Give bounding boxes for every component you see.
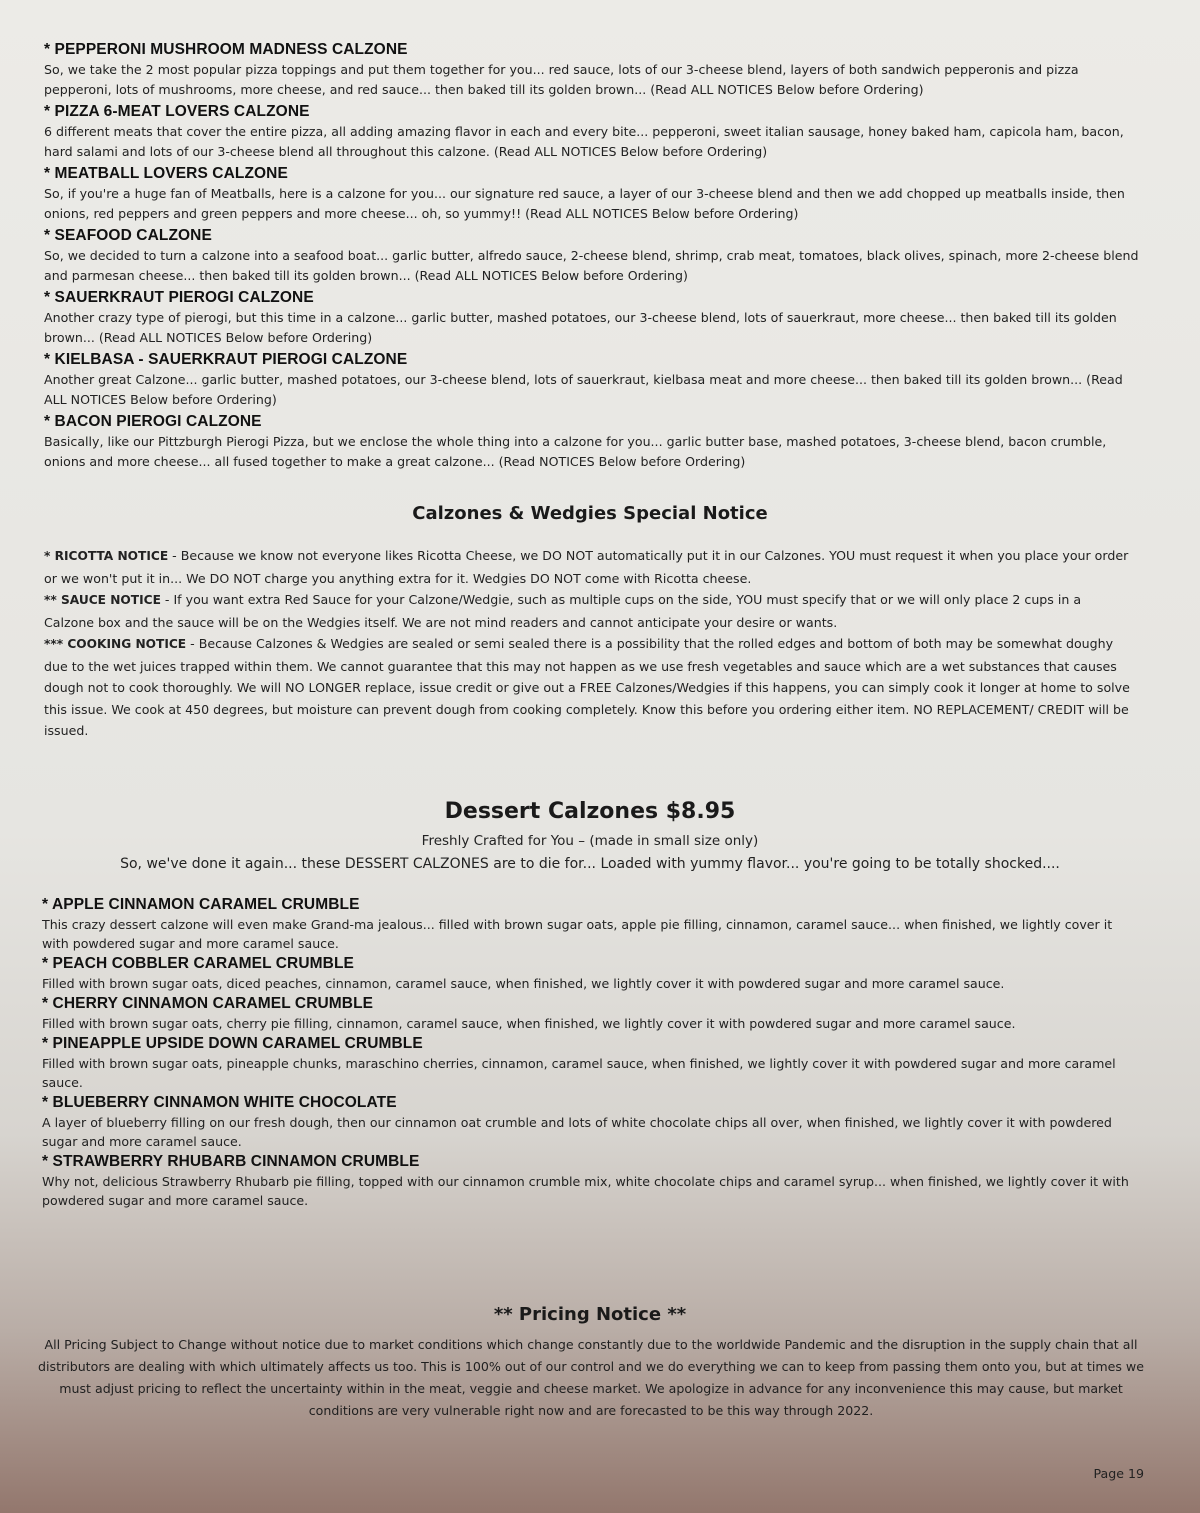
item-title: * BACON PIEROGI CALZONE <box>44 413 262 430</box>
item-title: * SEAFOOD CALZONE <box>44 227 212 244</box>
item-description: This crazy dessert calzone will even make Grand-ma jealous... filled with brown sugar oats, apple pie filling, cinnamon, caramel sauce... when finished, we lightly cover it with powdered sugar and more caramel sauce. <box>42 917 1113 951</box>
item-title: * PINEAPPLE UPSIDE DOWN CARAMEL CRUMBLE <box>42 1035 423 1052</box>
item-title: * APPLE CINNAMON CARAMEL CRUMBLE <box>42 896 360 913</box>
dessert-list <box>42 895 1142 1210</box>
item-description: Filled with brown sugar oats, pineapple chunks, maraschino cherries, cinnamon, caramel sauce, when finished, we lightly cover it with powdered sugar and more caramel sauce. <box>42 1056 1116 1090</box>
ricotta-notice-label: * RICOTTA NOTICE <box>44 549 169 563</box>
dessert-heading: Dessert Calzones $8.95 <box>444 799 736 824</box>
menu-item <box>42 895 1142 953</box>
page-number: Page 19 <box>1093 1466 1144 1481</box>
menu-item <box>42 994 1142 1033</box>
calzone-list <box>44 40 1144 472</box>
item-description: So, we decided to turn a calzone into a seafood boat... garlic butter, alfredo sauce, 2-cheese blend, shrimp, crab meat, tomatoes, black olives, spinach, more 2-cheese blend and parmesan cheese... then baked till its golden brown... (Read ALL NOTICES Below before Ordering) <box>44 248 1139 283</box>
item-title: * SAUERKRAUT PIEROGI CALZONE <box>44 289 314 306</box>
item-title: * BLUEBERRY CINNAMON WHITE CHOCOLATE <box>42 1094 397 1111</box>
item-description: So, if you're a huge fan of Meatballs, here is a calzone for you... our signature red sauce, a layer of our 3-cheese blend and then we add chopped up meatballs inside, then onions, red peppers and green peppers and more cheese... oh, so yummy!! (Read ALL NOTICES Below before Ordering) <box>44 186 1125 221</box>
item-description: Basically, like our Pittzburgh Pierogi Pizza, but we enclose the whole thing into a calzone for you... garlic butter base, mashed potatoes, 3-cheese blend, bacon crumble, onions and more cheese... all fused together to make a great calzone... (Read NOTICES Below before Ordering) <box>44 434 1107 469</box>
sauce-notice-label: ** SAUCE NOTICE <box>44 593 161 607</box>
item-description: A layer of blueberry filling on our fresh dough, then our cinnamon oat crumble and lots of white chocolate chips all over, when finished, we lightly cover it with powdered sugar and more caramel sauce. <box>42 1115 1112 1149</box>
menu-item <box>44 164 1144 224</box>
menu-item <box>44 412 1144 472</box>
ricotta-notice <box>44 545 1134 589</box>
item-title: * PEACH COBBLER CARAMEL CRUMBLE <box>42 955 354 972</box>
item-title: * PIZZA 6-MEAT LOVERS CALZONE <box>44 103 310 120</box>
ricotta-notice-text: - Because we know not everyone likes Ricotta Cheese, we DO NOT automatically put it in our Calzones. YOU must request it when you place your order or we won't put it in... We DO NOT charge you anything extra for it. Wedgies DO NOT come with Ricotta cheese. <box>44 548 1129 586</box>
pricing-notice-heading: ** Pricing Notice ** <box>493 1304 687 1325</box>
item-description: Filled with brown sugar oats, diced peaches, cinnamon, caramel sauce, when finished, we lightly cover it with powdered sugar and more caramel sauce. <box>42 976 1005 991</box>
sauce-notice-text: - If you want extra Red Sauce for your Calzone/Wedgie, such as multiple cups on the side, YOU must specify that or we will only place 2 cups in a Calzone box and the sauce will be on the Wedgies itself. We are not mind readers and cannot anticipate your desire or wants. <box>44 592 1082 630</box>
menu-item <box>44 288 1144 348</box>
sauce-notice <box>44 589 1134 633</box>
item-description: Another great Calzone... garlic butter, mashed potatoes, our 3-cheese blend, lots of sauerkraut, kielbasa meat and more cheese... then baked till its golden brown... (Read ALL NOTICES Below before Ordering) <box>44 372 1123 407</box>
menu-item <box>42 1152 1142 1210</box>
item-title: * KIELBASA - SAUERKRAUT PIEROGI CALZONE <box>44 351 408 368</box>
cooking-notice-label: *** COOKING NOTICE <box>44 637 187 651</box>
menu-item <box>44 226 1144 286</box>
menu-item <box>42 954 1142 993</box>
dessert-subheading: Freshly Crafted for You – (made in small size only) <box>421 833 759 849</box>
item-description: So, we take the 2 most popular pizza toppings and put them together for you... red sauce, lots of our 3-cheese blend, layers of both sandwich pepperonis and pizza pepperoni, lots of mushrooms, more cheese, and red sauce... then baked till its golden brown... (Read ALL NOTICES Below before Ordering) <box>44 62 1079 97</box>
item-description: Another crazy type of pierogi, but this time in a calzone... garlic butter, mashed potatoes, our 3-cheese blend, lots of sauerkraut, more cheese... then baked till its golden brown... (Read ALL NOTICES Below before Ordering) <box>44 310 1117 345</box>
menu-item <box>44 350 1144 410</box>
item-title: * MEATBALL LOVERS CALZONE <box>44 165 288 182</box>
menu-item <box>44 40 1144 100</box>
cooking-notice <box>44 633 1134 742</box>
special-notice-body <box>44 545 1134 742</box>
item-title: * PEPPERONI MUSHROOM MADNESS CALZONE <box>44 41 408 58</box>
item-title: * STRAWBERRY RHUBARB CINNAMON CRUMBLE <box>42 1153 420 1170</box>
pricing-notice-text: All Pricing Subject to Change without notice due to market conditions which change constantly due to the worldwide Pandemic and the disruption in the supply chain that all distributors are dealing with which ultimately affects us too. This is 100% out of our control and we do everything we can to keep from passing them onto you, but at times we must adjust pricing to reflect the uncertainty within in the meat, veggie and cheese market. We apologize in advance for any inconvenience this may cause, but market conditions are very vulnerable right now and are forecasted to be this way through 2022. <box>38 1337 1144 1418</box>
item-title: * CHERRY CINNAMON CARAMEL CRUMBLE <box>42 995 374 1012</box>
cooking-notice-text: - Because Calzones & Wedgies are sealed or semi sealed there is a possibility that the rolled edges and bottom of both may be somewhat doughy due to the wet juices trapped within them. We cannot guarantee that this may not happen as we use fresh vegetables and sauce which are a wet substances that causes dough not to cook thoroughly. We will NO LONGER replace, issue credit or give out a FREE Calzones/Wedgies if this happens, you can simply cook it longer at home to solve this issue. We cook at 450 degrees, but moisture can prevent dough from cooking completely. Know this before you ordering either item. NO REPLACEMENT/ CREDIT will be issued. <box>44 636 1130 738</box>
item-description: 6 different meats that cover the entire pizza, all adding amazing flavor in each and every bite... pepperoni, sweet italian sausage, honey baked ham, capicola ham, bacon, hard salami and lots of our 3-cheese blend all throughout this calzone. (Read ALL NOTICES Below before Ordering) <box>44 124 1124 159</box>
item-description: Filled with brown sugar oats, cherry pie filling, cinnamon, caramel sauce, when finished, we lightly cover it with powdered sugar and more caramel sauce. <box>42 1016 1016 1031</box>
menu-item <box>44 102 1144 162</box>
item-description: Why not, delicious Strawberry Rhubarb pie filling, topped with our cinnamon crumble mix, white chocolate chips and caramel syrup... when finished, we lightly cover it with powdered sugar and more caramel sauce. <box>42 1174 1129 1208</box>
dessert-intro: So, we've done it again... these DESSERT CALZONES are to die for... Loaded with yummy flavor... you're going to be totally shocked.... <box>120 856 1060 872</box>
menu-item <box>42 1034 1142 1092</box>
menu-item <box>42 1093 1142 1151</box>
special-notice-heading: Calzones & Wedgies Special Notice <box>412 503 768 524</box>
